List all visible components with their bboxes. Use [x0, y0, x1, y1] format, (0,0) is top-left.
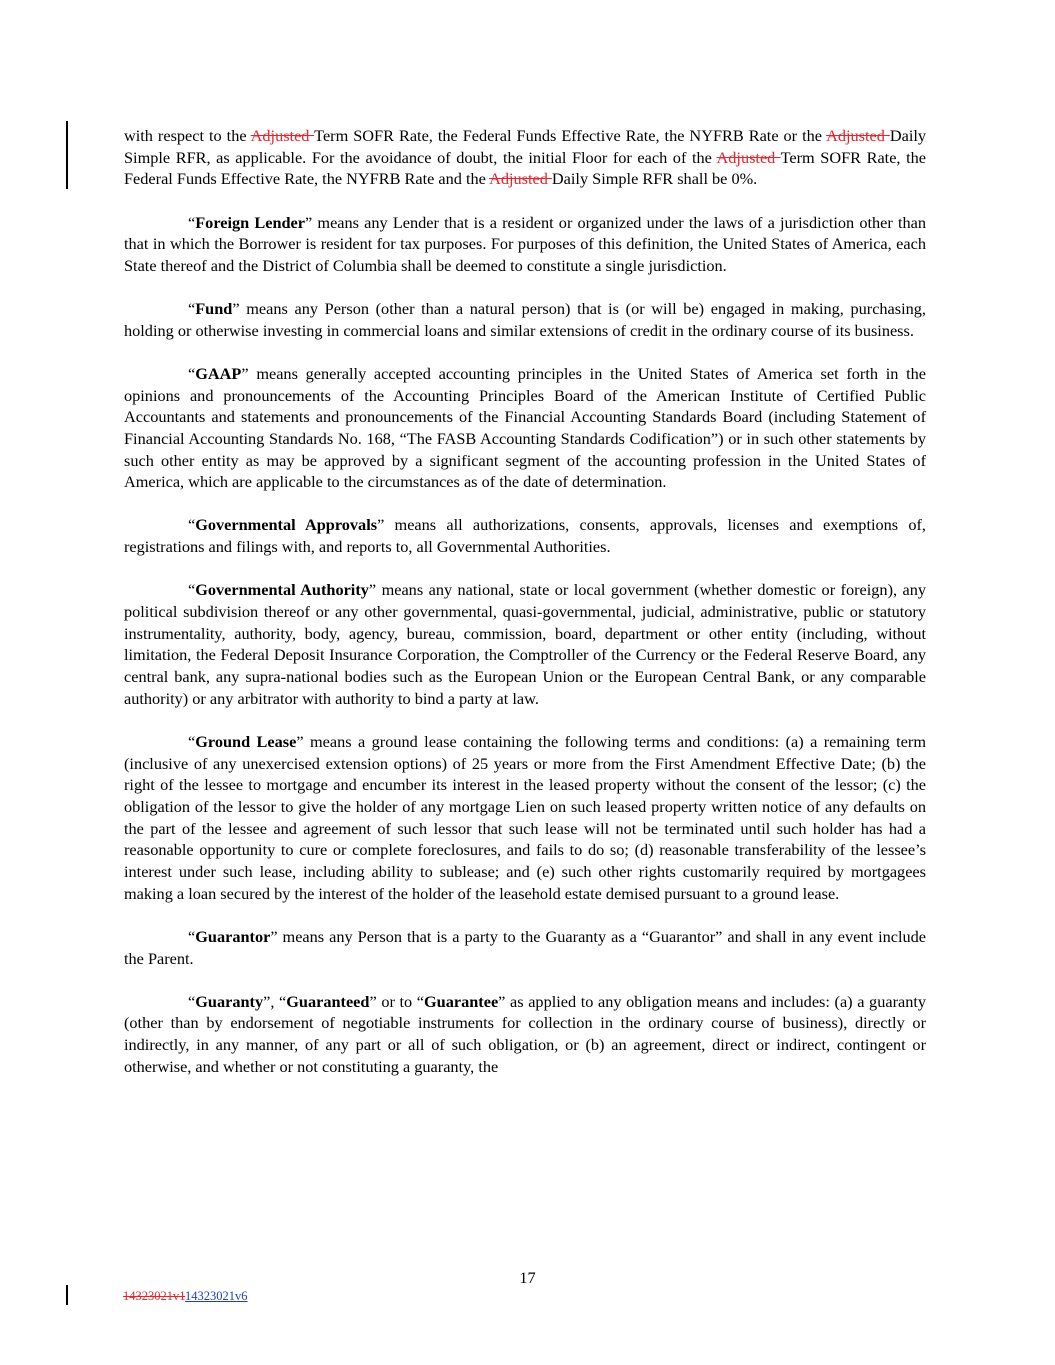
paragraph-text: “	[188, 580, 196, 600]
paragraph-text: “	[188, 731, 196, 751]
defined-term: Guaranteed	[286, 991, 370, 1011]
page-number: 17	[519, 1268, 536, 1287]
paragraph-text: ” as applied to any obligation means and includes: (a) a guaranty (other than by endorsement of negotiable instruments for collection in the ordinary course of business), directly or indirectly, in any manner, of any part or all of such obligation, or (b) an agreement, direct or indirect, contingent or otherwise, and whether or not constituting a guaranty, the	[124, 991, 927, 1076]
definition-paragraph	[124, 579, 926, 709]
document-id-deleted: 14323021v1	[123, 1289, 186, 1303]
defined-term: Guaranty	[195, 991, 264, 1011]
paragraph-text: “	[188, 515, 196, 535]
paragraph-text: Term SOFR Rate, the Federal Funds Effective Rate, the NYFRB Rate and the	[124, 147, 926, 189]
deleted-text: Adjusted	[489, 169, 552, 189]
deleted-text: Adjusted	[826, 126, 890, 145]
defined-term: Governmental Authority	[195, 580, 369, 600]
paragraph-text: “	[188, 363, 196, 383]
defined-term: Governmental Approvals	[195, 515, 378, 535]
document-id-footer	[123, 1289, 248, 1304]
defined-term: Guarantee	[424, 991, 499, 1011]
defined-term: Ground Lease	[195, 731, 297, 751]
deleted-text: Adjusted	[716, 147, 781, 167]
paragraph-text: “	[188, 926, 196, 946]
definition-paragraph	[124, 731, 926, 905]
paragraph-text: ” means any Person (other than a natural person) that is (or will be) engaged in making, purchasing, holding or otherwise investing in commercial loans and similar extensions of credit in the ordinary course of its business.	[124, 299, 926, 340]
change-bar-footer	[66, 1285, 68, 1305]
document-page-body	[124, 125, 926, 1099]
paragraph-text: Daily Simple RFR, as applicable. For the avoidance of doubt, the initial Floor for each of the	[124, 126, 927, 167]
paragraph-text: Daily Simple RFR shall be 0%.	[551, 169, 758, 189]
definition-paragraph	[124, 991, 926, 1078]
paragraph-text: “	[188, 212, 196, 232]
deleted-text: Adjusted	[250, 126, 315, 145]
paragraph-text: with respect to the	[124, 126, 251, 145]
defined-term: Guarantor	[195, 926, 271, 946]
paragraph-text: ”, “	[263, 991, 287, 1011]
definition-paragraph	[124, 125, 926, 190]
paragraph-text: ” means a ground lease containing the following terms and conditions: (a) a remaining term (inclusive of any unexercised extension options) of 25 years or more from the First Amendment Effective Date; (b) the right of the lessee to mortgage and encumber its interest in the leased property without the consent of the lessor; (c) the obligation of the lessor to give the holder of any mortgage Lien on such leased property written notice of any defaults on the part of the lessee and agreement of such lessor that such lease will not be terminated until such holder has had a reasonable opportunity to cure or complete foreclosures, and fails to do so; (d) reasonable transferability of the lessee’s interest under such lease, including ability to sublease; and (e) such other rights customarily required by mortgagees making a loan secured by the interest of the holder of the leasehold estate demised pursuant to a ground lease.	[124, 731, 926, 903]
definition-paragraph	[124, 926, 926, 969]
paragraph-text: ” means any Lender that is a resident or organized under the laws of a jurisdiction other than that in which the Borrower is resident for tax purposes. For purposes of this definition, the United States of America, each State thereof and the District of Columbia shall be deemed to constitute a single jurisdiction.	[124, 212, 926, 275]
document-id-inserted: 14323021v6	[185, 1289, 248, 1303]
defined-term: Fund	[195, 299, 233, 318]
definition-paragraph	[124, 363, 926, 493]
definition-paragraph	[124, 514, 926, 557]
paragraph-text: ” or to “	[369, 991, 425, 1011]
paragraph-text: ” means generally accepted accounting principles in the United States of America set forth in the opinions and pronouncements of the Accounting Principles Board of the American Institute of Certified Public Accountants and statements and pronouncements of the Financial Accounting Standards Board (including Statement of Financial Accounting Standards No. 168, “The FASB Accounting Standards Codification”) or in such other statements by such other entity as may be approved by a significant segment of the accounting profession in the United States of America, which are applicable to the circumstances as of the date of determination.	[124, 363, 926, 492]
paragraph-text: “	[188, 299, 196, 318]
defined-term: Foreign Lender	[195, 212, 306, 232]
paragraph-text: ” means any Person that is a party to the Guaranty as a “Guarantor” and shall in any event include the Parent.	[124, 926, 926, 968]
paragraph-text: ” means all authorizations, consents, approvals, licenses and exemptions of, registrations and filings with, and reports to, all Governmental Authorities.	[124, 515, 927, 557]
paragraph-text: Term SOFR Rate, the Federal Funds Effective Rate, the NYFRB Rate or the	[314, 126, 827, 145]
change-bar-top	[66, 121, 68, 189]
paragraph-text: “	[188, 991, 196, 1011]
paragraph-text: ” means any national, state or local government (whether domestic or foreign), any political subdivision thereof or any other governmental, quasi-governmental, judicial, administrative, public or statutory instrumentality, authority, body, agency, bureau, commission, board, department or other entity (including, without limitation, the Federal Deposit Insurance Corporation, the Comptroller of the Currency or the Federal Reserve Board, any central bank, any supra-national bodies such as the European Union or the European Central Bank, or any comparable authority) or any arbitrator with authority to bind a party at law.	[124, 580, 926, 708]
defined-term: GAAP	[195, 363, 242, 383]
definition-paragraph	[124, 298, 926, 341]
definition-paragraph	[124, 212, 926, 277]
